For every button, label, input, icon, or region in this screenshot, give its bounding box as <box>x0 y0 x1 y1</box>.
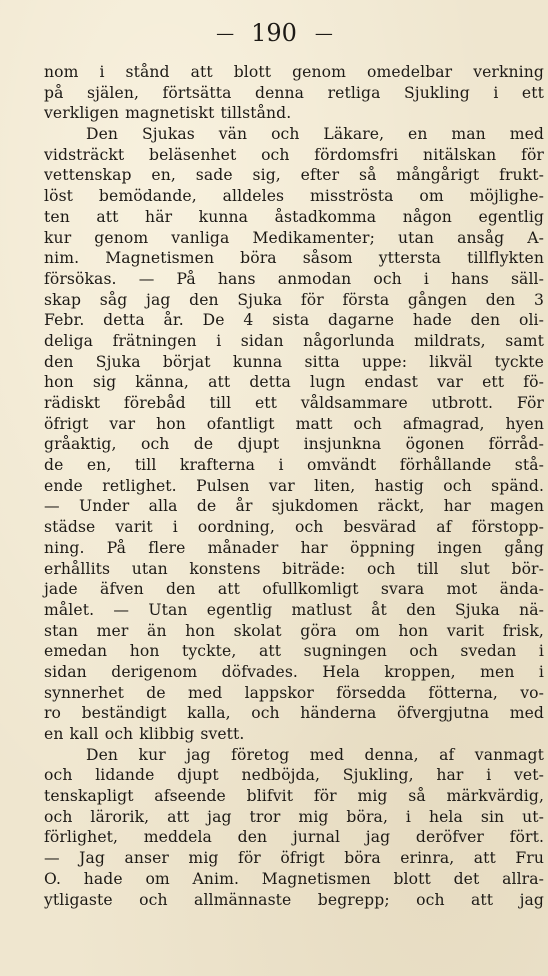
text-line: emedan hon tyckte, att sugningen och svedan i <box>44 642 544 661</box>
text-line: och lidande djupt nedböjda, Sjukling, har i vet- <box>44 766 544 785</box>
text-line: tenskapligt afseende blifvit för mig så märkvärdig, <box>44 787 544 806</box>
text-line: öfrigt var hon ofantligt matt och afmagrad, hyen <box>44 414 544 433</box>
text-line: ten att här kunna åstadkomma någon egentlig <box>44 207 544 226</box>
text-line: och lärorik, att jag tror mig böra, i hela sin ut- <box>44 807 544 826</box>
text-line: målet. — Utan egentlig matlust åt den Sjuka nä- <box>44 600 544 619</box>
text-line: förlighet, meddela den jurnal jag deröfver fört. <box>44 828 544 847</box>
text-line: vidsträckt beläsenhet och fördomsfri nitälskan för <box>44 145 544 164</box>
text-line: nim. Magnetismen böra såsom yttersta tillflykten <box>44 249 544 268</box>
text-line: O. hade om Anim. Magnetismen blott det allra- <box>44 869 544 888</box>
text-line: — Under alla de år sjukdomen räckt, har magen <box>44 497 544 516</box>
header-dash-right: — <box>314 22 332 44</box>
text-line: vettenskap en, sade sig, efter så mångårigt frukt- <box>44 166 544 185</box>
page-header <box>0 18 548 48</box>
text-line: sidan derigenom döfvades. Hela kroppen, men i <box>44 662 544 681</box>
text-line: — Jag anser mig för öfrigt böra erinra, att Fru <box>44 849 544 868</box>
text-line: kur genom vanliga Medikamenter; utan ansåg A- <box>44 228 544 247</box>
text-line: Den Sjukas vän och Läkare, en man med <box>86 125 544 144</box>
text-line: den Sjuka börjat kunna sitta uppe: likväl tyckte <box>44 352 544 371</box>
text-line: stan mer än hon skolat göra om hon varit frisk, <box>44 621 544 640</box>
text-line: försökas. — På hans anmodan och i hans säll- <box>44 269 544 288</box>
text-line: en kall och klibbig svett. <box>44 725 245 743</box>
text-line: rädiskt förebåd till ett våldsammare utbrott. För <box>44 394 544 412</box>
text-line: erhållits utan konstens biträde: och till slut bör- <box>44 559 544 578</box>
text-line: ende retlighet. Pulsen var liten, hastig och spänd. <box>44 476 544 495</box>
text-line: Febr. detta år. De 4 sista dagarne hade den oli- <box>44 311 544 330</box>
text-line: jade äfven den att ofullkomligt svara mot ända- <box>44 580 544 599</box>
text-line: ning. På flere månader har öppning ingen gång <box>44 538 544 557</box>
text-line: deliga frätningen i sidan någorlunda mildrats, samt <box>44 331 544 350</box>
text-line: Den kur jag företog med denna, af vanmagt <box>86 745 544 764</box>
text-line: synnerhet de med lappskor försedda fötterna, vo- <box>44 683 544 702</box>
text-line: på själen, förtsätta denna retliga Sjukling i ett <box>44 83 544 102</box>
text-line: nom i stånd att blott genom omedelbar verkning <box>44 63 544 81</box>
text-line: gråaktig, och de djupt insjunkna ögonen förråd- <box>44 435 544 454</box>
text-line: de en, till krafterna i omvändt förhållande stå- <box>44 456 544 475</box>
text-line: löst bemödande, alldeles misströsta om möjlighe- <box>44 187 544 206</box>
body-text <box>44 62 544 910</box>
page-number: 190 <box>251 19 297 47</box>
text-line: ro beständigt kalla, och händerna öfvergjutna med <box>44 704 544 723</box>
text-line: verkligen magnetiskt tillstånd. <box>44 104 292 123</box>
text-line: städse varit i oordning, och besvärad af förstopp- <box>44 518 544 537</box>
header-dash-left: — <box>216 22 234 44</box>
text-line: ytligaste och allmännaste begrepp; och att jag <box>44 890 544 909</box>
text-line: hon sig känna, att detta lugn endast var ett fö- <box>44 373 544 392</box>
text-line: skap såg jag den Sjuka för första gången den 3 <box>44 290 544 309</box>
